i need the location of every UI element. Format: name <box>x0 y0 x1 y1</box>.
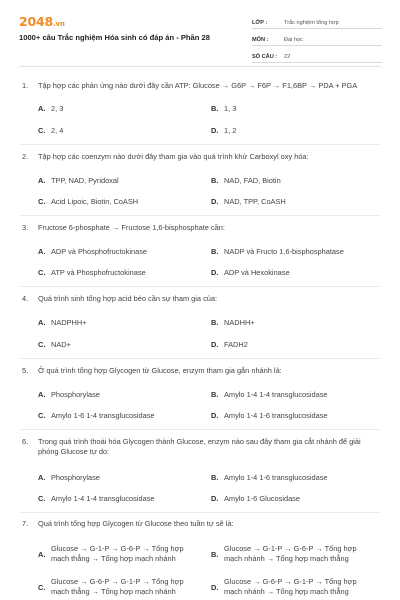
question-number: 4. <box>22 294 29 303</box>
option-a[interactable] <box>38 247 147 257</box>
option-letter: D. <box>211 411 219 420</box>
option-text: ADP và Hexokinase <box>224 268 290 277</box>
question-number: 6. <box>22 437 29 446</box>
option-text: NADHH+ <box>224 318 255 327</box>
option-c[interactable] <box>38 494 155 504</box>
option-letter: B. <box>211 318 219 327</box>
question-text: Tập hợp các phản ứng nào dưới đây cần ATP: Glucose → G6P → F6P → F1,6BP → PDA + PGA <box>38 81 358 90</box>
question-3 <box>22 223 382 233</box>
question-number: 3. <box>22 223 29 232</box>
option-letter: B. <box>211 104 219 113</box>
logo-text: 2048 <box>19 14 53 29</box>
question-7 <box>22 519 382 529</box>
option-letter: B. <box>211 247 219 256</box>
meta-value: Đại học <box>284 37 303 43</box>
option-a[interactable] <box>38 318 87 328</box>
option-text: NAD, TPP, CoASH <box>224 197 286 206</box>
logo-suffix: .vn <box>53 20 65 28</box>
question-number: 7. <box>22 519 29 528</box>
question-text: Trong quá trình thoái hóa Glycogen thành Glucose, enzym nào sau đây tham gia cắt nhánh để giải phóng Glucose tự do: <box>38 437 361 456</box>
option-d[interactable] <box>211 268 290 278</box>
option-b[interactable] <box>211 544 382 564</box>
option-d[interactable] <box>211 340 248 350</box>
option-d[interactable] <box>211 411 328 421</box>
option-text: Glucose → G-6-P → G-1-P → Tổng hợp mạch nhánh → Tổng hợp mạch thẳng <box>224 577 357 596</box>
question-5 <box>22 366 382 376</box>
question-text: Quá trình tổng hợp Glycogen từ Glucose theo tuần tự sẽ là: <box>38 519 234 528</box>
option-text: Glucose → G-1-P → G-6-P → Tổng hợp mạch thẳng → Tổng hợp mạch nhánh <box>51 544 184 563</box>
question-text: Quá trình sinh tổng hợp acid béo cần sự tham gia của: <box>38 294 218 303</box>
option-text: 2, 3 <box>51 104 64 113</box>
option-letter: A. <box>38 104 46 113</box>
option-text: ATP và Phosphofructokinase <box>51 268 146 277</box>
option-text: 2, 4 <box>51 126 64 135</box>
question-1 <box>22 81 382 91</box>
meta-label: LỚP : <box>252 20 268 26</box>
option-b[interactable] <box>211 318 255 328</box>
option-d[interactable] <box>211 494 300 504</box>
option-b[interactable] <box>211 176 281 186</box>
question-divider <box>19 286 381 287</box>
meta-label: SỐ CÂU : <box>252 54 278 60</box>
option-text: Amylo 1-4 1-6 transglucosidase <box>224 473 328 482</box>
option-c[interactable] <box>38 577 198 597</box>
question-text: Fructose 6-phosphate → Fructose 1,6-bisphosphate cần: <box>38 223 225 232</box>
option-a[interactable] <box>38 390 100 400</box>
option-text: Amylo 1-4 1-4 transglucosidase <box>224 390 328 399</box>
option-text: ADP và Phosphofructokinase <box>51 247 147 256</box>
option-c[interactable] <box>38 411 155 421</box>
option-letter: A. <box>38 549 46 559</box>
option-text: FADH2 <box>224 340 248 349</box>
question-divider <box>19 215 381 216</box>
option-letter: C. <box>38 197 46 206</box>
option-letter: A. <box>38 473 46 482</box>
option-text: Phosphorylase <box>51 473 100 482</box>
option-letter: B. <box>211 473 219 482</box>
question-text: Ở quá trình tổng hợp Glycogen từ Glucose, enzym tham gia gắn nhánh là: <box>38 366 282 375</box>
option-b[interactable] <box>211 104 236 114</box>
option-letter: B. <box>211 549 219 559</box>
option-letter: D. <box>211 126 219 135</box>
option-letter: A. <box>38 176 46 185</box>
option-text: 1, 2 <box>224 126 237 135</box>
option-d[interactable] <box>211 577 382 597</box>
option-text: Phosphorylase <box>51 390 100 399</box>
option-letter: D. <box>211 197 219 206</box>
option-letter: C. <box>38 411 46 420</box>
question-divider <box>19 144 381 145</box>
option-a[interactable] <box>38 104 63 114</box>
option-b[interactable] <box>211 247 344 257</box>
document-title: 1000+ câu Trắc nghiệm Hóa sinh có đáp án - Phần 28 <box>19 33 210 42</box>
option-text: Amylo 1-4 1-4 transglucosidase <box>51 494 155 503</box>
option-letter: D. <box>211 268 219 277</box>
option-letter: A. <box>38 390 46 399</box>
question-number: 2. <box>22 152 29 161</box>
option-letter: D. <box>211 494 219 503</box>
option-a[interactable] <box>38 544 198 564</box>
meta-value: Trắc nghiệm tổng hợp <box>284 20 339 26</box>
question-divider <box>19 429 381 430</box>
option-letter: B. <box>211 390 219 399</box>
option-text: Glucose → G-6-P → G-1-P → Tổng hợp mạch thẳng → Tổng hợp mạch nhánh <box>51 577 184 596</box>
option-c[interactable] <box>38 340 71 350</box>
option-letter: D. <box>211 340 219 349</box>
question-divider <box>19 512 381 513</box>
meta-value: 22 <box>284 54 291 60</box>
option-letter: A. <box>38 247 46 256</box>
option-letter: C. <box>38 494 46 503</box>
option-b[interactable] <box>211 473 328 483</box>
option-text: NADP và Fructo 1,6-bisphosphatase <box>224 247 344 256</box>
question-6 <box>22 437 382 457</box>
option-c[interactable] <box>38 126 63 136</box>
option-letter: C. <box>38 268 46 277</box>
option-text: Glucose → G-1-P → G-6-P → Tổng hợp mạch nhánh → Tổng hợp mạch thẳng <box>224 544 357 563</box>
option-letter: C. <box>38 582 46 592</box>
question-2 <box>22 152 382 162</box>
question-4 <box>22 294 382 304</box>
option-letter: D. <box>211 582 219 592</box>
option-letter: A. <box>38 318 46 327</box>
option-b[interactable] <box>211 390 328 400</box>
option-text: Acid Lipoic, Biotin, CoASH <box>51 197 139 206</box>
question-divider <box>19 358 381 359</box>
question-number: 1. <box>22 81 29 90</box>
option-letter: C. <box>38 126 46 135</box>
option-text: Amylo 1-6 1-4 transglucosidase <box>51 411 155 420</box>
option-d[interactable] <box>211 126 236 136</box>
question-number: 5. <box>22 366 29 375</box>
question-text: Tập hợp các coenzym nào dưới đây tham gia vào quá trình khử Carboxyl oxy hóa: <box>38 152 309 161</box>
option-text: 1, 3 <box>224 104 237 113</box>
option-text: NAD, FAD, Biotin <box>224 176 281 185</box>
option-d[interactable] <box>211 197 286 207</box>
option-text: NADPHH+ <box>51 318 87 327</box>
option-text: TPP, NAD, Pyridoxal <box>51 176 119 185</box>
option-a[interactable] <box>38 176 119 186</box>
option-letter: B. <box>211 176 219 185</box>
option-text: NAD+ <box>51 340 71 349</box>
option-text: Amylo 1-4 1-6 transglucosidase <box>224 411 328 420</box>
meta-label: MÔN : <box>252 37 269 43</box>
option-c[interactable] <box>38 197 138 207</box>
option-a[interactable] <box>38 473 100 483</box>
option-text: Amylo 1-6 Glucosidase <box>224 494 300 503</box>
option-c[interactable] <box>38 268 146 278</box>
option-letter: C. <box>38 340 46 349</box>
